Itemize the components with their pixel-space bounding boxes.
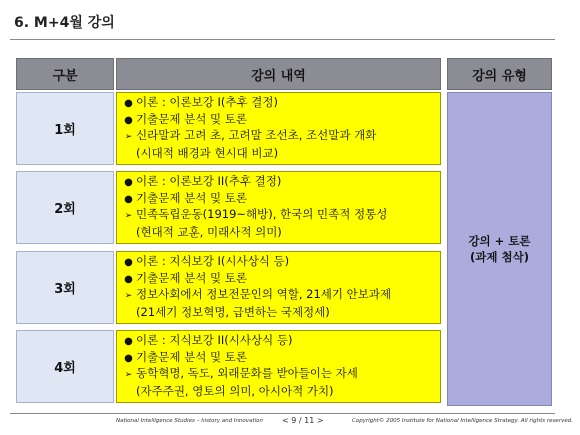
bullet-icon: ● <box>124 177 133 188</box>
row-content-3 <box>116 251 441 324</box>
line-text: 동학혁명, 독도, 외래문화를 받아들이는 자세 <box>136 366 358 380</box>
line-text: 기출문제 분석 및 토론 <box>136 190 247 205</box>
page-title: 6. M+4월 강의 <box>14 15 115 31</box>
content-line <box>121 384 440 400</box>
content-line <box>121 350 440 367</box>
line-text: 기출문제 분석 및 토론 <box>136 111 247 126</box>
line-text: (21세기 정보혁명, 급변하는 국제정세) <box>136 304 330 319</box>
line-text: 신라말과 고려 초, 고려말 조선초, 조선말과 개화 <box>136 128 377 142</box>
content-line <box>121 112 440 129</box>
content-line <box>121 366 440 384</box>
bullet-icon: ● <box>124 352 133 364</box>
content-line <box>121 271 440 288</box>
arrow-bullet-icon: ➢ <box>124 211 133 221</box>
lecture-type-note: (과제 첨삭) <box>470 250 529 264</box>
bullet-icon: ● <box>124 193 133 205</box>
arrow-bullet-icon: ➢ <box>124 132 133 142</box>
line-text: (자주주권, 영토의 의미, 아시아적 가치) <box>136 383 334 398</box>
content-line <box>121 128 440 146</box>
arrow-bullet-icon: ➢ <box>124 370 133 380</box>
line-text: 민족독립운동(1919~해방), 한국의 민족적 정통성 <box>136 207 388 221</box>
header-category: 구분 <box>16 58 114 90</box>
row-content-1 <box>116 92 441 165</box>
line-text: (시대적 배경과 현시대 비교) <box>136 145 279 160</box>
content-line <box>121 225 440 241</box>
content-line <box>121 207 440 225</box>
content-line <box>121 333 440 350</box>
bullet-icon: ● <box>124 114 133 126</box>
line-text: 기출문제 분석 및 토론 <box>136 349 247 364</box>
footer-copyright: Copyright© 2005 Institute for National Intelligence Strategy. All rights reserved. <box>352 418 573 424</box>
line-text: 기출문제 분석 및 토론 <box>136 270 247 285</box>
line-text: 정보사회에서 정보전문인의 역할, 21세기 안보과제 <box>136 287 392 301</box>
content-line <box>121 191 440 208</box>
header-content: 강의 내역 <box>116 58 441 90</box>
content-line <box>121 287 440 305</box>
content-line <box>121 95 440 112</box>
row-label-3: 3회 <box>16 251 114 324</box>
line-text: 이론 : 지식보강 I(시사상식 등) <box>136 254 290 268</box>
title-divider <box>10 39 555 40</box>
header-type: 강의 유형 <box>447 58 552 90</box>
content-line <box>121 254 440 271</box>
row-label-1: 1회 <box>16 92 114 165</box>
lecture-type-label: 강의 + 토론 <box>468 234 531 248</box>
content-line <box>121 146 440 162</box>
row-content-2 <box>116 171 441 244</box>
row-content-4 <box>116 330 441 403</box>
page-number: < 9 / 11 > <box>282 416 324 425</box>
bullet-icon: ● <box>124 257 133 268</box>
arrow-bullet-icon: ➢ <box>124 291 133 301</box>
footer-left-text: National Intelligence Studies – history and Innovation <box>116 418 263 424</box>
content-line <box>121 174 440 191</box>
bullet-icon: ● <box>124 273 133 285</box>
row-label-2: 2회 <box>16 171 114 244</box>
line-text: 이론 : 지식보강 II(시사상식 등) <box>136 333 293 347</box>
content-line <box>121 305 440 321</box>
bullet-icon: ● <box>124 98 133 109</box>
footer-divider <box>10 413 555 414</box>
line-text: 이론 : 이론보강 II(추후 결정) <box>136 174 282 188</box>
bullet-icon: ● <box>124 336 133 347</box>
line-text: 이론 : 이론보강 I(추후 결정) <box>136 95 278 109</box>
row-label-4: 4회 <box>16 330 114 403</box>
line-text: (현대적 교훈, 미래사적 의미) <box>136 224 282 239</box>
lecture-type-box <box>447 92 552 406</box>
